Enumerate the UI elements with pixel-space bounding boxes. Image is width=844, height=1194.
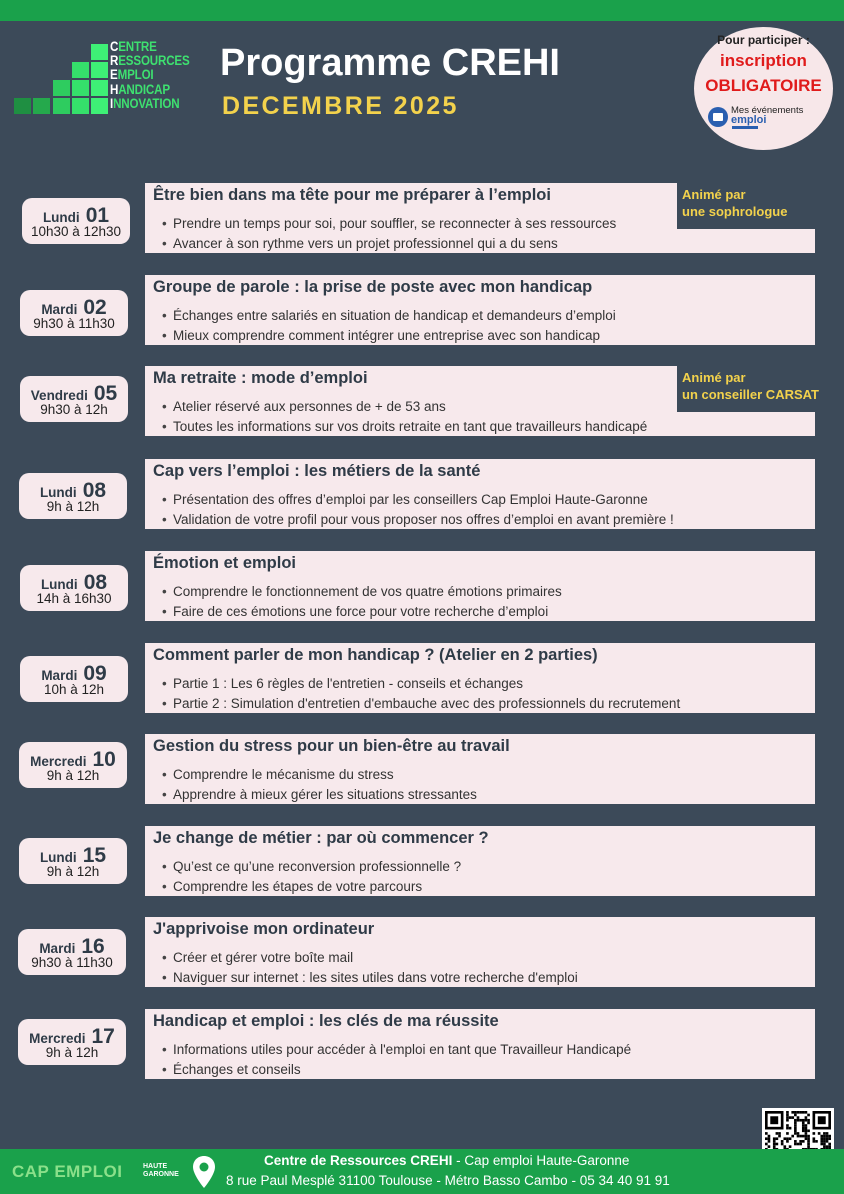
- day-number: 17: [91, 1025, 115, 1048]
- qr-module: [781, 1140, 784, 1143]
- session-bullet: • Informations utiles pour accéder à l'emploi en tant que Travailleur Handicapé: [173, 1040, 631, 1060]
- qr-module: [789, 1127, 792, 1130]
- qr-module: [797, 1132, 800, 1135]
- session-bullet: • Comprendre le mécanisme du stress: [173, 765, 477, 785]
- qr-module: [768, 1135, 771, 1138]
- qr-module: [768, 1140, 771, 1143]
- logo-square: [72, 80, 89, 96]
- session-time: 9h30 à 11h30: [33, 316, 115, 331]
- qr-module: [802, 1124, 805, 1127]
- animator-line: Animé par: [682, 187, 746, 202]
- calendar-icon: [708, 107, 728, 127]
- qr-module: [805, 1127, 808, 1130]
- qr-module: [813, 1132, 816, 1135]
- logo-square: [72, 62, 89, 78]
- session-bullet: • Validation de votre profil pour vous proposer nos offres d’emploi en avant première !: [173, 510, 674, 530]
- qr-module: [794, 1122, 797, 1125]
- qr-module: [826, 1135, 829, 1138]
- footer-address: 8 rue Paul Mesplé 31100 Toulouse - Métro Basso Cambo - 05 34 40 91 91: [226, 1173, 670, 1188]
- session-bullet: • Échanges et conseils: [173, 1060, 631, 1080]
- qr-module: [797, 1119, 800, 1122]
- logo-square: [14, 98, 31, 114]
- day-number: 01: [85, 204, 110, 227]
- qr-module: [802, 1111, 805, 1114]
- qr-module: [828, 1143, 831, 1146]
- cap-emploi-logo: CAP EMPLOI: [12, 1162, 123, 1181]
- day-number: 05: [93, 382, 118, 405]
- qr-module: [802, 1140, 805, 1143]
- session-title: Être bien dans ma tête pour me préparer à l’emploi: [153, 186, 551, 204]
- animator-line: un conseiller CARSAT: [682, 387, 820, 402]
- session-bullets: [173, 674, 680, 714]
- qr-module: [773, 1145, 776, 1148]
- brand-underline: [732, 126, 758, 129]
- qr-module: [765, 1137, 768, 1140]
- logo-square: [91, 98, 108, 114]
- qr-module: [818, 1116, 826, 1124]
- qr-module: [797, 1135, 800, 1138]
- logo-square: [91, 62, 108, 78]
- crehi-logo: [14, 40, 204, 122]
- session-date: [20, 656, 128, 702]
- session-title: Gestion du stress pour un bien-être au travail: [153, 737, 510, 755]
- session-date: [19, 742, 127, 788]
- qr-module: [820, 1135, 823, 1138]
- day-name: Lundi: [40, 577, 78, 592]
- session-card: [145, 917, 815, 987]
- session-time: 9h à 12h: [46, 499, 100, 514]
- registration-badge[interactable]: [694, 27, 833, 150]
- qr-module: [776, 1132, 779, 1135]
- qr-module: [794, 1127, 797, 1130]
- qr-module: [813, 1137, 816, 1140]
- qr-module: [807, 1135, 810, 1138]
- session-bullet: • Échanges entre salariés en situation de handicap et demandeurs d’emploi: [173, 306, 616, 326]
- qr-module: [807, 1140, 810, 1143]
- animator-line: Animé par: [682, 370, 746, 385]
- animator-line: une sophrologue: [682, 204, 788, 219]
- session-card: [145, 459, 815, 529]
- qr-module: [765, 1143, 768, 1146]
- logo-square: [91, 44, 108, 60]
- qr-module: [791, 1116, 794, 1119]
- qr-module: [794, 1143, 797, 1146]
- session-bullet: • Prendre un temps pour soi, pour souffler, se reconnecter à ses ressources: [173, 214, 616, 234]
- qr-module: [789, 1137, 792, 1140]
- qr-module: [807, 1145, 810, 1148]
- session-date: [18, 1019, 126, 1065]
- logo-line: HANDICAP: [110, 81, 170, 97]
- qr-module: [786, 1111, 789, 1114]
- session-bullet: • Comprendre les étapes de votre parcours: [173, 877, 461, 897]
- qr-module: [783, 1145, 786, 1148]
- qr-module: [815, 1140, 818, 1143]
- session-date: [22, 198, 130, 244]
- logo-line: CENTRE: [110, 39, 157, 54]
- day-name: Mardi: [41, 668, 78, 683]
- qr-module: [786, 1137, 789, 1140]
- session-bullets: [173, 306, 616, 346]
- session-title: Comment parler de mon handicap ? (Atelier en 2 parties): [153, 646, 598, 664]
- session-bullet: • Apprendre à mieux gérer les situations stressantes: [173, 785, 477, 805]
- qr-module: [770, 1116, 778, 1124]
- qr-module: [805, 1124, 808, 1127]
- qr-module: [773, 1143, 776, 1146]
- day-number: 02: [83, 296, 107, 319]
- qr-module: [799, 1111, 802, 1114]
- session-time: 9h à 12h: [46, 864, 100, 879]
- qr-module: [773, 1140, 776, 1143]
- qr-module: [799, 1143, 802, 1146]
- qr-module: [823, 1132, 826, 1135]
- day-name: Mardi: [39, 941, 76, 956]
- footer: [0, 1149, 844, 1194]
- session-bullets: [173, 765, 477, 805]
- qr-module: [789, 1116, 792, 1119]
- session-time: 9h à 12h: [46, 768, 100, 783]
- session-title: Cap vers l’emploi : les métiers de la santé: [153, 462, 481, 480]
- qr-module: [823, 1140, 826, 1143]
- session-bullets: [173, 948, 578, 988]
- logo-square: [91, 80, 108, 96]
- day-number: 08: [82, 479, 107, 502]
- session-bullets: [173, 1040, 631, 1080]
- session-bullets: [173, 490, 674, 530]
- badge-line-3: OBLIGATOIRE: [705, 76, 822, 95]
- session-date: [19, 473, 127, 519]
- mes-evenements-emploi-logo[interactable]: [708, 105, 820, 129]
- day-name: Lundi: [42, 210, 80, 225]
- qr-module: [805, 1129, 808, 1132]
- session-card: [145, 551, 815, 621]
- qr-module: [823, 1137, 826, 1140]
- qr-module: [794, 1140, 797, 1143]
- session-bullet: • Créer et gérer votre boîte mail: [173, 948, 578, 968]
- session-title: Je change de métier : par où commencer ?: [153, 829, 489, 847]
- qr-module: [778, 1135, 781, 1138]
- qr-module: [802, 1127, 805, 1130]
- session-bullet: • Naviguer sur internet : les sites utiles dans votre recherche d'emploi: [173, 968, 578, 988]
- qr-module: [768, 1137, 771, 1140]
- logo-square: [53, 80, 70, 96]
- qr-module: [799, 1140, 802, 1143]
- logo-square: [33, 98, 50, 114]
- top-bar: [0, 0, 844, 21]
- qr-module: [802, 1122, 805, 1125]
- session-time: 14h à 16h30: [36, 591, 112, 606]
- qr-module: [786, 1116, 789, 1119]
- day-name: Vendredi: [30, 388, 88, 403]
- qr-module: [765, 1132, 768, 1135]
- qr-module: [823, 1145, 826, 1148]
- qr-module: [773, 1137, 776, 1140]
- qr-module: [826, 1132, 829, 1135]
- session-date: [19, 838, 127, 884]
- qr-module: [786, 1140, 789, 1143]
- qr-module: [794, 1124, 797, 1127]
- day-number: 10: [92, 748, 116, 771]
- qr-module: [823, 1135, 826, 1138]
- qr-module: [823, 1143, 826, 1146]
- qr-module: [794, 1129, 797, 1132]
- session-bullet: • Faire de ces émotions une force pour votre recherche d’emploi: [173, 602, 562, 622]
- logo-text: [110, 40, 190, 111]
- qr-module: [794, 1132, 797, 1135]
- logo-line: RESSOURCES: [110, 53, 190, 69]
- session-bullet: • Avancer à son rythme vers un projet professionnel qui a du sens: [173, 234, 616, 254]
- qr-module: [805, 1119, 808, 1122]
- animator-note: [677, 183, 837, 229]
- qr-module: [828, 1145, 831, 1148]
- session-card: [145, 1009, 815, 1079]
- day-number: 08: [83, 571, 108, 594]
- qr-module: [802, 1119, 805, 1122]
- session-bullet: • Présentation des offres d’emploi par les conseillers Cap Emploi Haute-Garonne: [173, 490, 674, 510]
- session-date: [20, 376, 128, 422]
- qr-module: [768, 1145, 771, 1148]
- day-number: 15: [82, 844, 107, 867]
- session-title: Émotion et emploi: [153, 554, 297, 572]
- qr-module: [797, 1116, 800, 1119]
- session-card: [145, 643, 815, 713]
- qr-module: [807, 1137, 810, 1140]
- qr-module: [791, 1111, 794, 1114]
- day-number: 09: [83, 662, 107, 685]
- qr-module: [826, 1140, 829, 1143]
- logo-square: [72, 98, 89, 114]
- qr-module: [791, 1135, 794, 1138]
- session-bullets: [173, 582, 562, 622]
- day-number: 16: [81, 935, 105, 958]
- session-bullets: [173, 214, 616, 254]
- session-bullet: • Toutes les informations sur vos droits retraite en tant que travailleurs handicapé: [173, 417, 647, 437]
- qr-module: [799, 1135, 802, 1138]
- qr-module: [786, 1124, 789, 1127]
- qr-module: [789, 1145, 792, 1148]
- qr-module: [805, 1116, 808, 1119]
- animator-note: [677, 366, 837, 412]
- day-name: Lundi: [39, 850, 77, 865]
- qr-module: [828, 1135, 831, 1138]
- qr-module: [826, 1137, 829, 1140]
- qr-module: [813, 1140, 816, 1143]
- session-card: [145, 734, 815, 804]
- qr-module: [786, 1132, 789, 1135]
- day-name: Mercredi: [30, 754, 87, 769]
- qr-module: [786, 1127, 789, 1130]
- session-title: Ma retraite : mode d’emploi: [153, 369, 368, 387]
- day-name: Mardi: [41, 302, 78, 317]
- session-time: 10h30 à 12h30: [30, 224, 122, 239]
- session-time: 9h30 à 11h30: [31, 955, 113, 970]
- session-title: J'apprivoise mon ordinateur: [153, 920, 375, 938]
- qr-module: [778, 1132, 781, 1135]
- session-bullets: [173, 857, 461, 897]
- qr-module: [820, 1143, 823, 1146]
- qr-module: [807, 1114, 810, 1117]
- session-title: Handicap et emploi : les clés de ma réussite: [153, 1012, 499, 1030]
- brand-small: Mes événements: [731, 105, 804, 116]
- qr-module: [799, 1119, 802, 1122]
- qr-module: [805, 1137, 808, 1140]
- page-subtitle: DECEMBRE 2025: [222, 92, 459, 120]
- qr-module: [818, 1132, 821, 1135]
- session-bullet: • Atelier réservé aux personnes de + de 53 ans: [173, 397, 647, 417]
- qr-module: [828, 1137, 831, 1140]
- qr-module: [807, 1143, 810, 1146]
- qr-module: [802, 1129, 805, 1132]
- qr-module: [794, 1111, 797, 1114]
- qr-module: [794, 1119, 797, 1122]
- qr-module: [826, 1145, 829, 1148]
- session-time: 9h30 à 12h: [40, 402, 108, 417]
- qr-module: [807, 1122, 810, 1125]
- session-card: [145, 275, 815, 345]
- session-date: [20, 290, 128, 336]
- logo-line: INNOVATION: [110, 95, 180, 111]
- session-title: Groupe de parole : la prise de poste avec mon handicap: [153, 278, 593, 296]
- session-bullet: • Partie 2 : Simulation d'entretien d'embauche avec des professionnels du recrutement: [173, 694, 680, 714]
- qr-module: [781, 1143, 784, 1146]
- page-title: Programme CREHI: [220, 42, 560, 84]
- qr-module: [807, 1129, 810, 1132]
- session-time: 10h à 12h: [43, 682, 105, 697]
- qr-module: [797, 1111, 800, 1114]
- qr-module: [786, 1119, 789, 1122]
- logo-line: EMPLOI: [110, 67, 154, 83]
- qr-module: [776, 1137, 779, 1140]
- session-card: [145, 826, 815, 896]
- badge-line-2: inscription: [720, 51, 807, 70]
- location-pin-icon: [192, 1155, 216, 1189]
- qr-module: [805, 1111, 808, 1114]
- footer-org: Centre de Ressources CREHI - Cap emploi Haute-Garonne: [264, 1153, 630, 1168]
- session-bullet: • Mieux comprendre comment intégrer une entreprise avec son handicap: [173, 326, 616, 346]
- qr-module: [805, 1135, 808, 1138]
- qr-module: [802, 1135, 805, 1138]
- session-bullet: • Comprendre le fonctionnement de vos quatre émotions primaires: [173, 582, 562, 602]
- session-date: [20, 565, 128, 611]
- session-date: [18, 929, 126, 975]
- qr-module: [786, 1114, 789, 1117]
- qr-module: [776, 1143, 779, 1146]
- badge-line-1: Pour participer :: [717, 33, 810, 47]
- qr-module: [820, 1140, 823, 1143]
- qr-module: [797, 1143, 800, 1146]
- day-name: Lundi: [39, 485, 77, 500]
- session-bullets: [173, 397, 647, 437]
- session-time: 9h à 12h: [45, 1045, 99, 1060]
- qr-module: [807, 1119, 810, 1122]
- qr-module: [805, 1132, 808, 1135]
- haute-garonne-label: HAUTE GARONNE: [143, 1163, 179, 1178]
- session-bullet: • Qu’est ce qu’une reconversion professionnelle ?: [173, 857, 461, 877]
- qr-module: [783, 1137, 786, 1140]
- session-bullet: • Partie 1 : Les 6 règles de l'entretien - conseils et échanges: [173, 674, 680, 694]
- day-name: Mercredi: [29, 1031, 86, 1046]
- qr-module: [820, 1137, 823, 1140]
- logo-square: [53, 98, 70, 114]
- brand-big: emploi: [731, 114, 767, 126]
- qr-module: [794, 1114, 797, 1117]
